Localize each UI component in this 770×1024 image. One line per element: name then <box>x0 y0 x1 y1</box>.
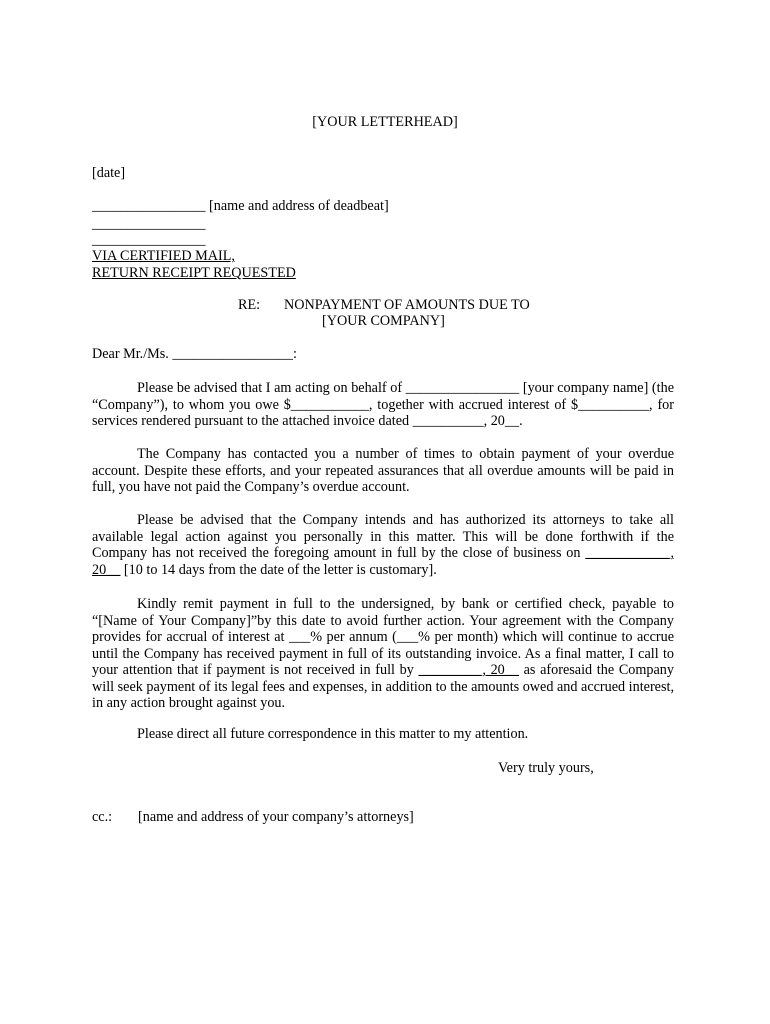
re-subject-line-1: NONPAYMENT OF AMOUNTS DUE TO <box>284 297 530 313</box>
body-paragraph-2: The Company has contacted you a number of times to obtain payment of your overdue account. Despite these efforts, and your repeated assurances that all overdue amounts will be paid in full, you have not paid the Company’s overdue account. <box>92 446 674 495</box>
body-paragraph-1: Please be advised that I am acting on behalf of ________________ [your company name] (the “Company”), to whom you owe $___________, together with accrued interest of $__________, for services rendered pursuant to the attached invoice dated __________, 20__. <box>92 380 674 429</box>
salutation: Dear Mr./Ms. _________________: <box>92 346 297 362</box>
re-subject-line-2: [YOUR COMPANY] <box>322 313 445 329</box>
delivery-method-line-1: VIA CERTIFIED MAIL, <box>92 248 235 264</box>
deadline-date-blank: ____________, 20__ <box>92 545 674 578</box>
re-label: RE: <box>238 297 261 313</box>
cc-recipient: [name and address of your company’s attorneys] <box>138 809 414 825</box>
final-date-blank: _________, 20__ <box>418 662 519 678</box>
paragraph-4-text-start: Kindly remit payment in full to the undersigned, by bank or certified check, payable to “[Name of Your Company]”by this date to avoid further action. Your agreement with the Company provides for accrual of interest at ___% per annum (___% per month) which will continue to accrue until the Company has received payment in full of its outstanding invoice. As a final matter, I call to your attention that if payment is not received in full by <box>92 596 674 678</box>
body-paragraph-5: Please direct all future correspondence in this matter to my attention. <box>137 726 529 742</box>
delivery-method-line-2: RETURN RECEIPT REQUESTED <box>92 265 296 281</box>
recipient-address-line-1: ________________ [name and address of deadbeat] <box>92 198 389 214</box>
letterhead: [YOUR LETTERHEAD] <box>312 114 458 130</box>
paragraph-3-text-start: Please be advised that the Company intends and has authorized its attorneys to take all available legal action against you personally in this matter. This will be done forthwith if the Company has not received the foregoing amount in full by the close of business on <box>92 512 674 561</box>
paragraph-4-text-end: as aforesaid the Company will seek payment of its legal fees and expenses, in addition to the amounts owed and accrued interest, in any action brought against you. <box>92 662 674 711</box>
date-line: [date] <box>92 165 126 181</box>
body-paragraph-4 <box>92 596 674 712</box>
recipient-address-line-3: ________________ <box>92 232 206 248</box>
body-paragraph-3 <box>92 512 674 578</box>
recipient-address-line-2: ________________ <box>92 216 206 232</box>
paragraph-3-text-end: [10 to 14 days from the date of the letter is customary]. <box>120 561 437 578</box>
closing: Very truly yours, <box>498 760 594 776</box>
cc-label: cc.: <box>92 809 113 825</box>
